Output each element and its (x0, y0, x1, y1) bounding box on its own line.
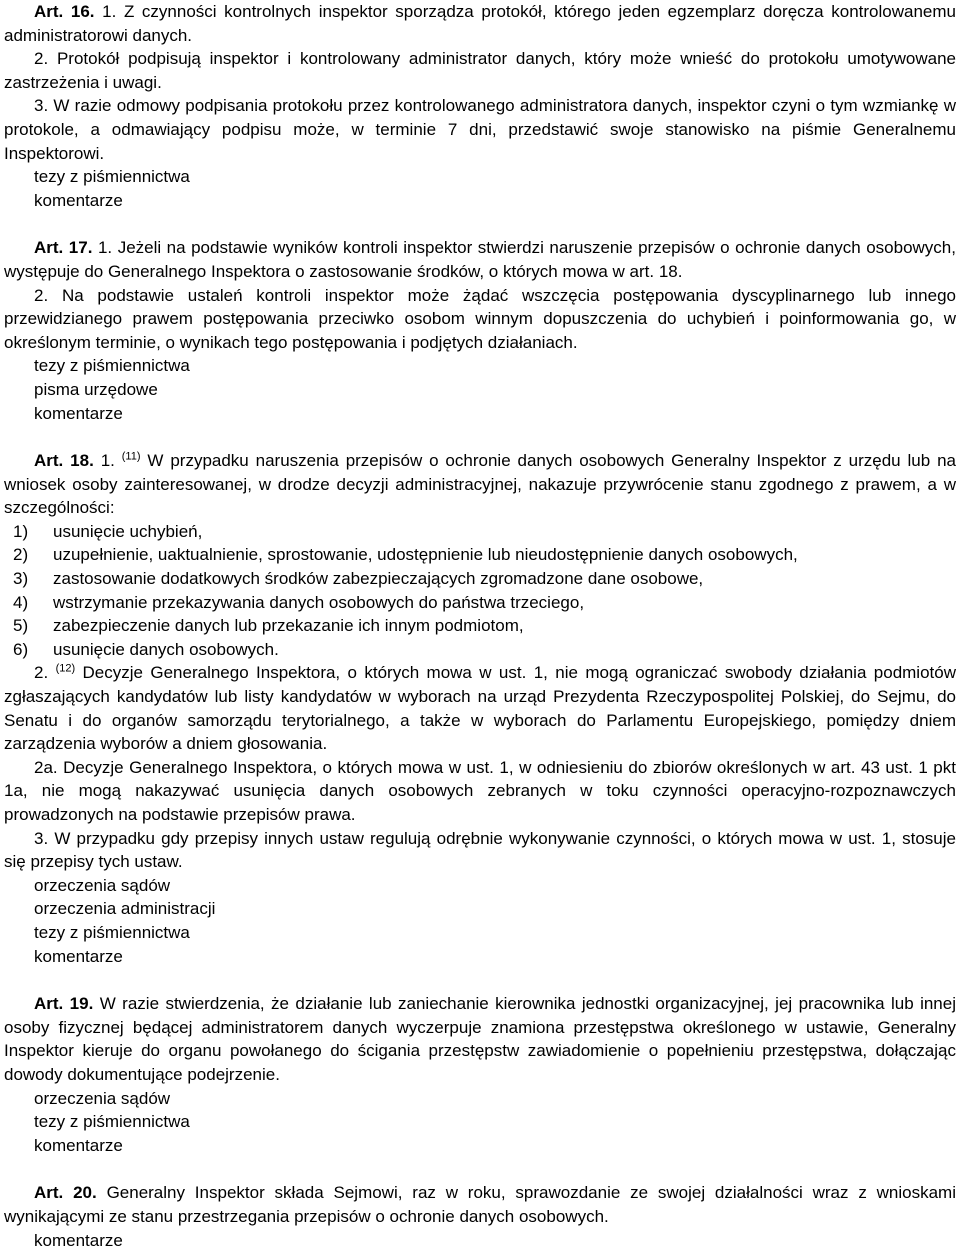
document (4, 0, 956, 1252)
link-komentarze[interactable]: komentarze (34, 403, 123, 423)
art18-heading: Art. 18. (34, 451, 94, 471)
link-komentarze[interactable]: komentarze (34, 1135, 123, 1155)
link-komentarze[interactable]: komentarze (34, 1230, 123, 1250)
article-20 (4, 1181, 956, 1252)
art20-heading: Art. 20. (34, 1183, 97, 1203)
article-18 (4, 449, 956, 968)
link-komentarze[interactable]: komentarze (34, 946, 123, 966)
link-orzeczenia-sadow[interactable]: orzeczenia sądów (34, 875, 171, 895)
footnote-ref[interactable]: (11) (121, 450, 141, 463)
art17-heading: Art. 17. (34, 238, 93, 258)
art18-para-1: Art. 18. 1. $^{(11)}$ W przypadku naruszenia przepisów o ochronie danych osobowych Generalny Inspektor z urzędu lub na wniosek osoby zainteresowanej, w drodze decyzji administracyjnej, nakazuje przywrócenie stanu zgodnego z prawem, a w szczególności: (4, 450, 956, 518)
list-item: 6) usunięcie danych osobowych. (13, 639, 279, 659)
list-item: 4) wstrzymanie przekazywania danych osobowych do państwa trzeciego, (13, 592, 585, 612)
art16-para-1: Art. 16. 1. Z czynności kontrolnych inspektor sporządza protokół, którego jeden egzemplarz doręcza kontrolowanemu administratorowi danych. (4, 2, 956, 45)
list-item: 2) uzupełnienie, uaktualnienie, sprostowanie, udostępnienie lub nieudostępnienie danych osobowych, (13, 545, 798, 565)
article-16 (4, 0, 956, 212)
art19-heading: Art. 19. (34, 994, 94, 1014)
art18-para-3: 3. W przypadku gdy przepisy innych ustaw regulują odrębnie wykonywanie czynności, o których mowa w ust. 1, stosuje się przepisy tych ustaw. (4, 828, 956, 872)
link-tezy-z-pismiennictwa[interactable]: tezy z piśmiennictwa (34, 356, 190, 376)
art16-heading: Art. 16. (34, 2, 95, 21)
footnote-ref[interactable]: (12) (55, 662, 76, 675)
art16-para-3: 3. W razie odmowy podpisania protokołu przez kontrolowanego administratora danych, inspektor czyni o tym wzmiankę w protokole, a odmawiający podpisu może, w terminie 7 dni, przedstawić swoje stanowisko na piśmie Generalnemu Inspektorowi. (4, 96, 956, 163)
link-komentarze[interactable]: komentarze (34, 190, 123, 210)
link-tezy-z-pismiennictwa[interactable]: tezy z piśmiennictwa (34, 167, 190, 187)
link-tezy-z-pismiennictwa[interactable]: tezy z piśmiennictwa (34, 922, 190, 942)
link-tezy-z-pismiennictwa[interactable]: tezy z piśmiennictwa (34, 1112, 190, 1132)
list-item: 1) usunięcie uchybień, (13, 521, 203, 541)
art19-para: Art. 19. W razie stwierdzenia, że działanie lub zaniechanie kierownika jednostki organizacyjnej, jej pracownika lub innej osoby fizycznej będącej administratorem danych wyczerpuje znamiona przestępstwa określonego w ustawie, Generalny Inspektor kieruje do organu powołanego do ścigania przestępstw zawiadomienie o popełnieniu przestępstwa, dołączając dowody dokumentujące podejrzenie. (4, 994, 956, 1084)
art18-para-2a: 2a. Decyzje Generalnego Inspektora, o których mowa w ust. 1, w odniesieniu do zbiorów określonych w art. 43 ust. 1 pkt 1a, nie mogą nakazywać usunięcia danych osobowych zebranych w toku czynności operacyjno-rozpoznawczych prowadzonych na podstawie przepisów prawa. (4, 757, 956, 824)
list-item: 5) zabezpieczenie danych lub przekazanie ich innym podmiotom, (13, 616, 524, 636)
article-19 (4, 992, 956, 1157)
link-pisma-urzedowe[interactable]: pisma urzędowe (34, 379, 158, 399)
link-orzeczenia-administracji[interactable]: orzeczenia administracji (34, 899, 216, 919)
art17-para-2: 2. Na podstawie ustaleń kontroli inspektor może żądać wszczęcia postępowania dyscyplinarnego lub innego przewidzianego prawem postępowania przeciwko osobom winnym dopuszczenia do uchybień i poinformowania go, w określonym terminie, o wynikach tego postępowania i podjętych działaniach. (4, 285, 957, 352)
art18-para-2: 2. $^{(12)}$ Decyzje Generalnego Inspektora, o których mowa w ust. 1, nie mogą ograniczać swobody działania podmiotów zgłaszających kandydatów lub listy kandydatów w wyborach na urząd Prezydenta Rzeczypospolitej Polskiej, do Sejmu, do Senatu i do organów samorządu terytorialnego, a także w wyborach do Parlamentu Europejskiego, pomiędzy dniem zarządzenia wyborów a dniem głosowania. (4, 662, 956, 754)
link-orzeczenia-sadow[interactable]: orzeczenia sądów (34, 1088, 171, 1108)
article-17 (4, 236, 956, 425)
art16-para-2: 2. Protokół podpisują inspektor i kontrolowany administrator danych, który może wnieść do protokołu umotywowane zastrzeżenia i uwagi. (4, 49, 956, 92)
list-item: 3) zastosowanie dodatkowych środków zabezpieczających zgromadzone dane osobowe, (13, 569, 704, 589)
art17-para-1: Art. 17. 1. Jeżeli na podstawie wyników kontroli inspektor stwierdzi naruszenie przepisów o ochronie danych osobowych, występuje do Generalnego Inspektora o zastosowanie środków, o których mowa w art. 18. (4, 238, 956, 281)
art20-para: Art. 20. Generalny Inspektor składa Sejmowi, raz w roku, sprawozdanie ze swojej działalności wraz z wnioskami wynikającymi ze stanu przestrzegania przepisów o ochronie danych osobowych. (4, 1183, 956, 1226)
